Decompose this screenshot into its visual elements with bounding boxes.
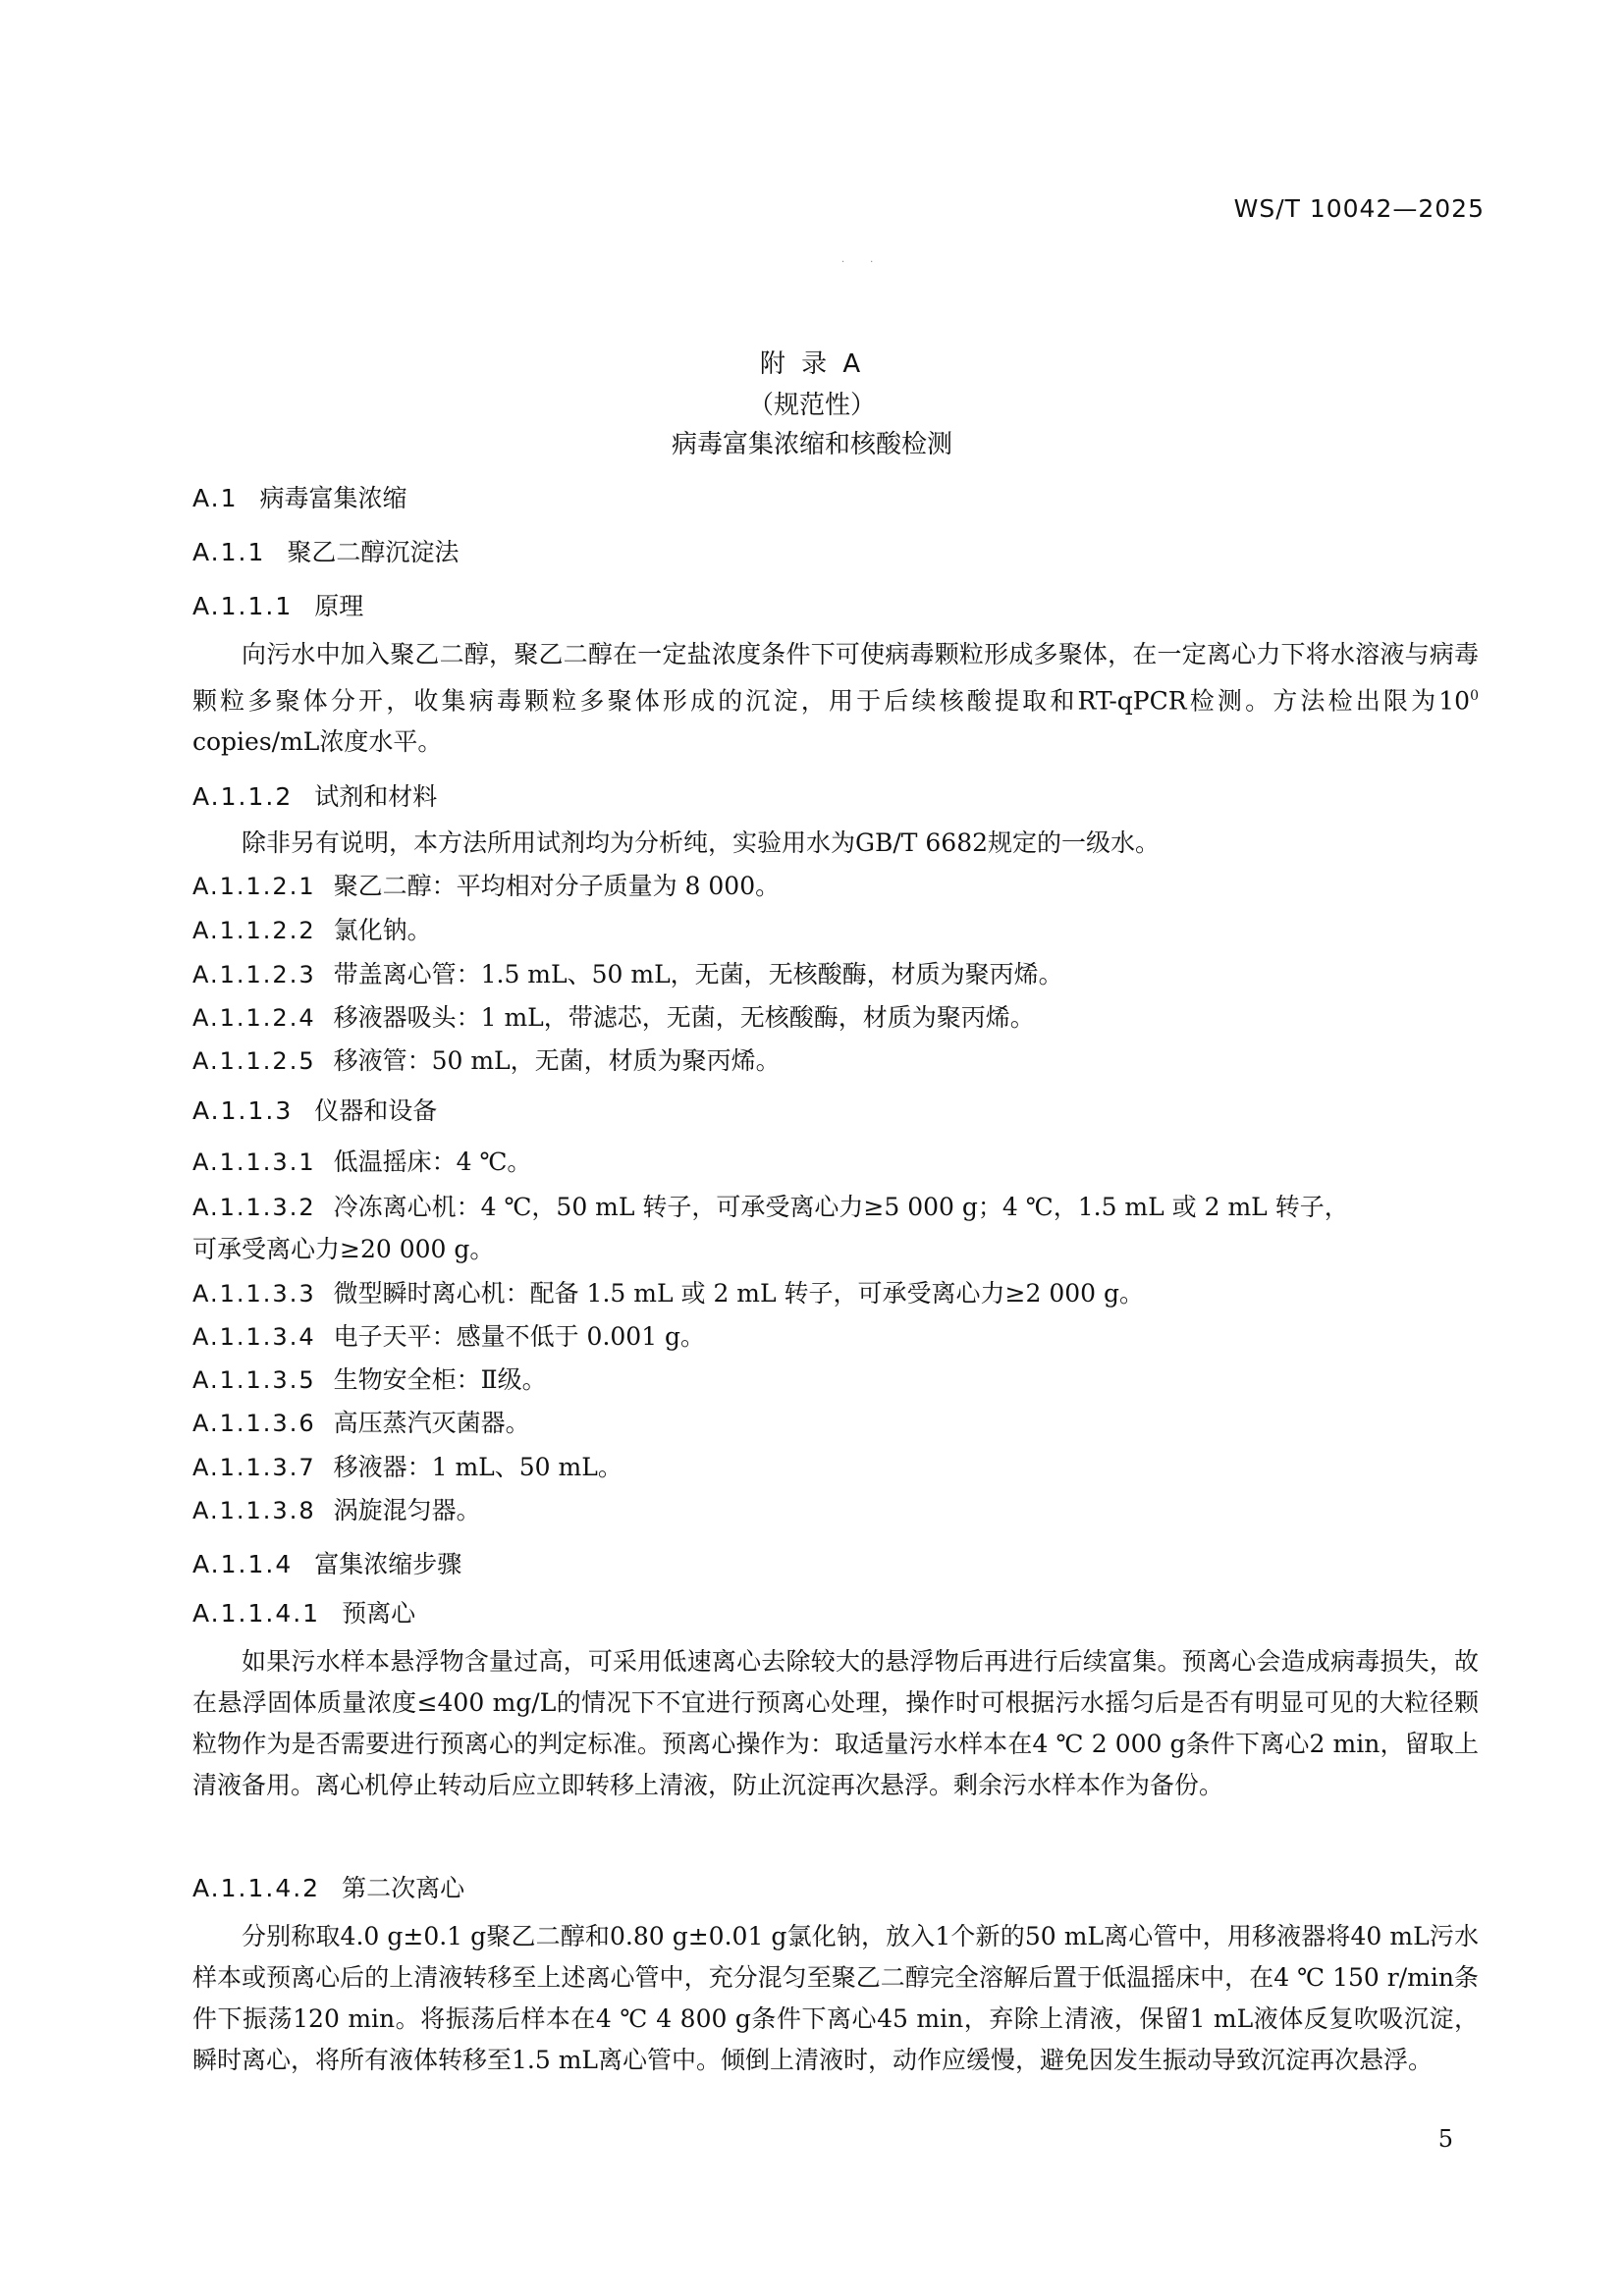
- equipment-item: [192, 1274, 1144, 1309]
- annex-name: 病毒富集浓缩和核酸检测: [671, 430, 952, 459]
- item-text: 生物安全柜：Ⅱ级。: [333, 1365, 547, 1394]
- equipment-item-continuation: 可承受离心力≥20 000 g。: [192, 1235, 495, 1263]
- item-text: 移液器吸头：1 mL，带滤芯，无菌，无核酸酶，材质为聚丙烯。: [333, 1003, 1035, 1032]
- item-text: 移液器：1 mL、50 mL。: [333, 1453, 623, 1481]
- item-text: 低温摇床：4 ℃。: [333, 1148, 532, 1176]
- item-number: A.1.1.3.8: [192, 1497, 316, 1524]
- item-text: 移液管：50 mL，无菌，材质为聚丙烯。: [333, 1046, 781, 1075]
- item-text: 涡旋混匀器。: [333, 1496, 481, 1524]
- item-number: A.1.1.2.4: [192, 1004, 316, 1032]
- section-number: A.1: [192, 484, 239, 512]
- item-text: 电子天平：感量不低于 0.001 g。: [333, 1322, 706, 1351]
- paragraph-second-centrifuge: [192, 1916, 1479, 2081]
- item-number: A.1.1.3.2: [192, 1194, 316, 1221]
- section-heading-a11: [192, 533, 459, 568]
- equipment-item: [192, 1317, 705, 1353]
- principle-text: 向污水中加入聚乙二醇，聚乙二醇在一定盐浓度条件下可使病毒颗粒形成多聚体，在一定离心力下将水溶液与病毒颗粒多聚体分开，收集病毒颗粒多聚体形成的沉淀，用于后续核酸提取和RT-qPCR检测。方法检出限为10: [192, 640, 1479, 716]
- reagent-item: [192, 1041, 781, 1077]
- section-heading-a1141: [192, 1594, 415, 1629]
- section-title: 病毒富集浓缩: [259, 484, 407, 512]
- item-number: A.1.1.3.3: [192, 1280, 316, 1308]
- paragraph-principle: [192, 634, 1479, 763]
- item-number: A.1.1.3.4: [192, 1323, 316, 1351]
- annex-title: 附 录 A: [759, 349, 865, 379]
- item-text: 聚乙二醇：平均相对分子质量为 8 000。: [333, 872, 781, 900]
- section-title: 预离心: [342, 1599, 416, 1628]
- section-heading-a1: [192, 479, 407, 514]
- equipment-item: [192, 1448, 623, 1483]
- item-number: A.1.1.3.5: [192, 1366, 316, 1394]
- section-title: 试剂和材料: [314, 782, 438, 811]
- section-number: A.1.1.1: [192, 592, 294, 620]
- section-number: A.1.1.3: [192, 1096, 294, 1125]
- section-title: 富集浓缩步骤: [314, 1550, 462, 1578]
- equipment-item: [192, 1143, 531, 1178]
- section-number: A.1.1.4.1: [192, 1599, 321, 1628]
- paragraph-reagents: [192, 823, 1479, 864]
- section-title: 第二次离心: [342, 1874, 465, 1902]
- section-title: 原理: [314, 592, 364, 620]
- item-number: A.1.1.2.1: [192, 873, 316, 900]
- reagent-item: [192, 955, 1063, 990]
- section-heading-a113: [192, 1092, 437, 1127]
- principle-superscript: 0: [1470, 688, 1479, 704]
- page-number: 5: [1437, 2125, 1453, 2153]
- reagent-item: [192, 911, 432, 946]
- section-heading-a112: [192, 777, 437, 813]
- section-number: A.1.1.4.2: [192, 1874, 321, 1902]
- reagents-text: 除非另有说明，本方法所用试剂均为分析纯，实验用水为GB/T 6682规定的一级水。: [242, 828, 1161, 857]
- item-text: 冷冻离心机：4 ℃，50 mL 转子，可承受离心力≥5 000 g；4 ℃，1.5 mL 或 2 mL 转子，: [333, 1193, 1349, 1221]
- section-heading-a114: [192, 1545, 461, 1580]
- section-number: A.1.1.4: [192, 1550, 294, 1578]
- item-text: 微型瞬时离心机：配备 1.5 mL 或 2 mL 转子，可承受离心力≥2 000 g。: [333, 1279, 1145, 1308]
- item-number: A.1.1.3.1: [192, 1148, 316, 1176]
- annex-type: （规范性）: [747, 391, 876, 420]
- section-heading-a111: [192, 587, 363, 622]
- item-text: 氯化钠。: [333, 916, 432, 944]
- item-number: A.1.1.2.3: [192, 961, 316, 988]
- section-title: 聚乙二醇沉淀法: [287, 538, 460, 566]
- reagent-item: [192, 998, 1035, 1034]
- item-text: 高压蒸汽灭菌器。: [333, 1409, 530, 1437]
- paragraph-precentrifuge: [192, 1641, 1479, 1806]
- equipment-item: [192, 1188, 1349, 1223]
- precentrifuge-text: 如果污水样本悬浮物含量过高，可采用低速离心去除较大的悬浮物后再进行后续富集。预离心会造成病毒损失，故在悬浮固体质量浓度≤400 mg/L的情况下不宜进行预离心处理，操作时可根据污水摇匀后是否有明显可见的大粒径颗粒物作为是否需要进行预离心的判定标准。预离心操作为：取适量污水样本在4 ℃ 2 000 g条件下离心2 min，留取上清液备用。离心机停止转动后应立即转移上清液，防止沉淀再次悬浮。剩余污水样本作为备份。: [192, 1647, 1479, 1799]
- reagent-item: [192, 867, 780, 902]
- item-number: A.1.1.2.5: [192, 1047, 316, 1075]
- equipment-item: [192, 1491, 481, 1526]
- section-number: A.1.1: [192, 538, 266, 566]
- item-number: A.1.1.2.2: [192, 917, 316, 944]
- scan-artifact-dots: ··: [841, 257, 899, 268]
- item-number: A.1.1.3.6: [192, 1410, 316, 1437]
- item-text: 带盖离心管：1.5 mL、50 mL，无菌，无核酸酶，材质为聚丙烯。: [333, 960, 1063, 988]
- section-heading-a1142: [192, 1869, 464, 1904]
- equipment-item: [192, 1361, 547, 1396]
- document-code: WS/T 10042—2025: [1233, 194, 1485, 223]
- second-centrifuge-text: 分别称取4.0 g±0.1 g聚乙二醇和0.80 g±0.01 g氯化钠，放入1个新的50 mL离心管中，用移液器将40 mL污水样本或预离心后的上清液转移至上述离心管中，充分混匀至聚乙二醇完全溶解后置于低温摇床中，在4 ℃ 150 r/min条件下振荡120 min。将振荡后样本在4 ℃ 4 800 g条件下离心45 min，弃除上清液，保留1 mL液体反复吹吸沉淀，瞬时离心，将所有液体转移至1.5 mL离心管中。倾倒上清液时，动作应缓慢，避免因发生振动导致沉淀再次悬浮。: [192, 1922, 1479, 2074]
- equipment-item: [192, 1404, 530, 1439]
- section-number: A.1.1.2: [192, 782, 294, 811]
- item-number: A.1.1.3.7: [192, 1454, 316, 1481]
- section-title: 仪器和设备: [314, 1096, 438, 1125]
- principle-tail: copies/mL浓度水平。: [192, 727, 443, 757]
